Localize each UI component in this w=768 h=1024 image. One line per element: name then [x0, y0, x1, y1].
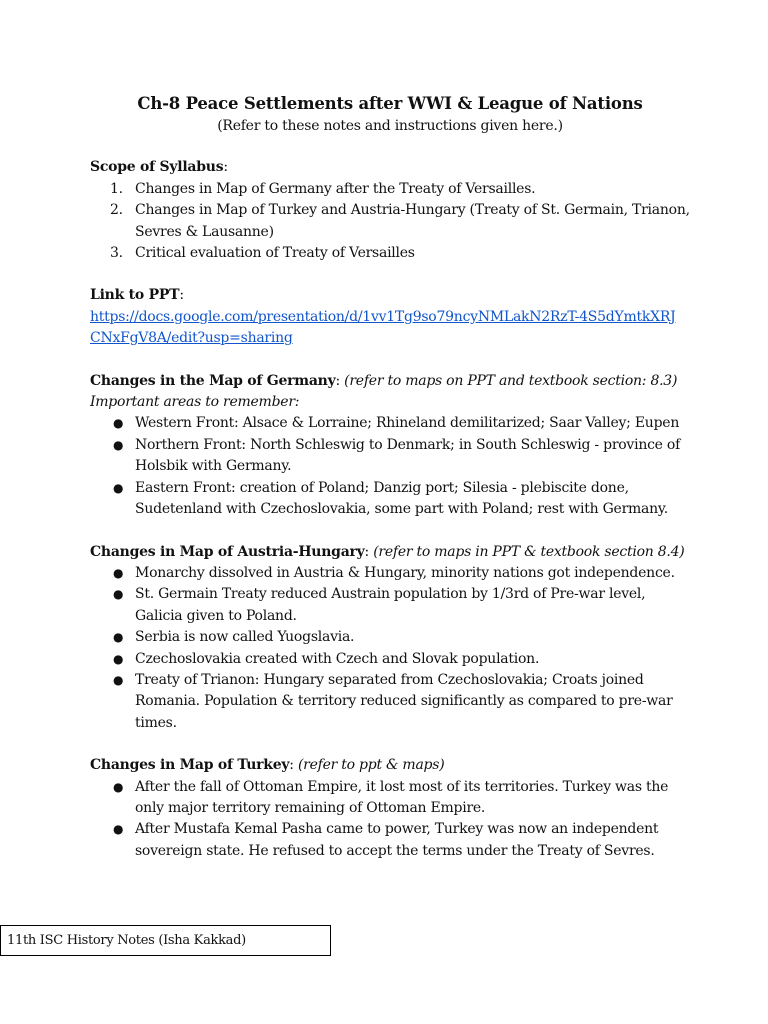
- list-number: 1.: [110, 180, 123, 197]
- austria-list: [90, 563, 690, 734]
- list-item: ● Eastern Front: creation of Poland; Danzig port; Silesia - plebiscite done, Sudetenland with Czechoslovakia, some part with Poland; rest with Germany.: [113, 479, 668, 518]
- document-page: [90, 92, 690, 883]
- scope-heading: Scope of Syllabus:: [90, 159, 228, 176]
- document-title: Ch-8 Peace Settlements after WWI & League of Nations: [137, 94, 643, 113]
- bullet-icon: ●: [113, 437, 124, 452]
- list-item: ● Western Front: Alsace & Lorraine; Rhineland demilitarized; Saar Valley; Eupen: [90, 413, 690, 434]
- list-item: ● Treaty of Trianon: Hungary separated from Czechoslovakia; Croats joined Romania. Population & territory reduced significantly as compared to pre-war times.: [113, 671, 673, 731]
- bullet-icon: ●: [113, 416, 124, 431]
- germany-note: (refer to maps on PPT and textbook section: 8.3): [344, 372, 678, 389]
- germany-list: [90, 413, 690, 520]
- list-number: 3.: [110, 245, 123, 262]
- bullet-icon: ●: [113, 822, 124, 837]
- bullet-icon: ●: [113, 587, 124, 602]
- list-item: ● St. Germain Treaty reduced Austrain population by 1/3rd of Pre-war level, Galicia given to Poland.: [113, 586, 646, 624]
- ppt-section: [90, 285, 690, 349]
- list-item: 1. Changes in Map of Germany after the Treaty of Versailles.: [90, 179, 690, 200]
- list-item: ● Northern Front: North Schleswig to Denmark; in South Schleswig - province of Holsbik with Germany.: [113, 436, 681, 475]
- austria-section: [90, 542, 690, 735]
- document-subtitle: (Refer to these notes and instructions given here.): [217, 118, 563, 134]
- bullet-icon: ●: [113, 480, 124, 495]
- ppt-link[interactable]: https://docs.google.com/presentation/d/1vv1Tg9so79ncyNMLakN2RzT-4S5dYmtkXRJCNxFgV8A/edit?usp=sharing: [90, 308, 676, 347]
- bullet-icon: ●: [113, 630, 124, 645]
- ppt-heading: Link to PPT:: [90, 287, 184, 304]
- list-item: ● Serbia is now called Yuogslavia.: [90, 627, 690, 648]
- bullet-icon: ●: [113, 565, 124, 580]
- austria-note: (refer to maps in PPT & textbook section 8.4): [373, 543, 685, 560]
- list-item: ● After the fall of Ottoman Empire, it lost most of its territories. Turkey was the only major territory remaining of Ottoman Empire.: [113, 778, 669, 816]
- footer-label: 11th ISC History Notes (Isha Kakkad): [0, 925, 331, 956]
- germany-section: [90, 371, 690, 521]
- germany-heading: Changes in the Map of Germany: (refer to maps on PPT and textbook section: 8.3): [90, 372, 678, 389]
- turkey-note: (refer to ppt & maps): [297, 757, 445, 774]
- list-item: ● After Mustafa Kemal Pasha came to power, Turkey was now an independent sovereign state. He refused to accept the terms under the Treaty of Sevres.: [113, 821, 659, 859]
- bullet-icon: ●: [113, 779, 124, 794]
- list-number: 2.: [110, 202, 123, 219]
- list-item: 3. Critical evaluation of Treaty of Versailles: [90, 243, 690, 264]
- turkey-section: [90, 755, 690, 862]
- list-item: ● Czechoslovakia created with Czech and Slovak population.: [90, 649, 690, 670]
- turkey-heading: Changes in Map of Turkey: (refer to ppt & maps): [90, 757, 445, 774]
- germany-subnote: Important areas to remember:: [90, 394, 300, 411]
- list-item: ● Monarchy dissolved in Austria & Hungary, minority nations got independence.: [90, 563, 690, 584]
- list-item: 2. Changes in Map of Turkey and Austria-Hungary (Treaty of St. Germain, Trianon, Sevres & Lausanne): [110, 202, 690, 240]
- austria-heading: Changes in Map of Austria-Hungary: (refer to maps in PPT & textbook section 8.4): [90, 543, 685, 560]
- bullet-icon: ●: [113, 651, 124, 666]
- scope-list: [90, 179, 690, 265]
- scope-section: [90, 157, 690, 264]
- bullet-icon: ●: [113, 672, 124, 687]
- turkey-list: [90, 777, 690, 863]
